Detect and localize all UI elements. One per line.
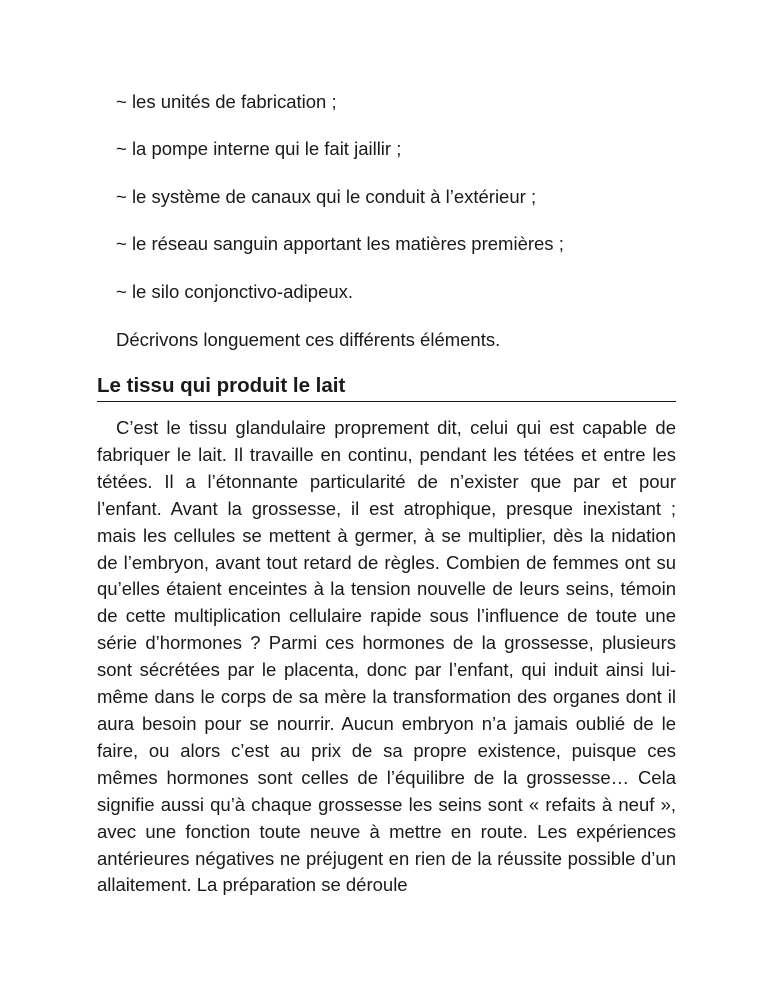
section-heading: Le tissu qui produit le lait xyxy=(97,372,676,402)
list-item: ~ le système de canaux qui le conduit à l’extérieur ; xyxy=(116,185,537,207)
section-body-paragraph: C’est le tissu glandulaire proprement dit, celui qui est capable de fabriquer le lait. Il travaille en continu, pendant les tétées et entre les tétées. Il a l’étonnante particularité de n’exister que par et pour l’enfant. Avant la grossesse, il est atrophique, presque inexistant ; mais les cellules se mettent à germer, à se multiplier, dès la nidation de l’embryon, avant tout retard de règles. Combien de femmes ont su qu’elles étaient enceintes à la tension nouvelle de leurs seins, témoin de cette multiplication cellulaire rapide sous l’influence de toute une série d’hormones ? Parmi ces hormones de la grossesse, plusieurs sont sécrétées par le placenta, donc par l’enfant, qui induit ainsi lui-même dans le corps de sa mère la transformation des organes dont il aura besoin pour se nourrir. Aucun embryon n’a jamais oublié de le faire, ou alors c’est au prix de sa propre existence, puisque ces mêmes hormones sont celles de l’équilibre de la grossesse… Cela signifie aussi qu’à chaque grossesse les seins sont « refaits à neuf », avec une fonction toute neuve à mettre en route. Les expériences antérieures négatives ne préjugent en rien de la réussite possible d’un allaitement. La préparation se déroule xyxy=(97,417,676,896)
component-list xyxy=(116,90,736,327)
intro-sentence: Décrivons longuement ces différents éléments. xyxy=(116,329,501,350)
list-item: ~ le silo conjonctivo-adipeux. xyxy=(116,280,354,302)
list-item: ~ le réseau sanguin apportant les matières premières ; xyxy=(116,233,564,255)
list-item: ~ les unités de fabrication ; xyxy=(116,91,337,112)
list-item: ~ la pompe interne qui le fait jaillir ; xyxy=(116,138,402,160)
